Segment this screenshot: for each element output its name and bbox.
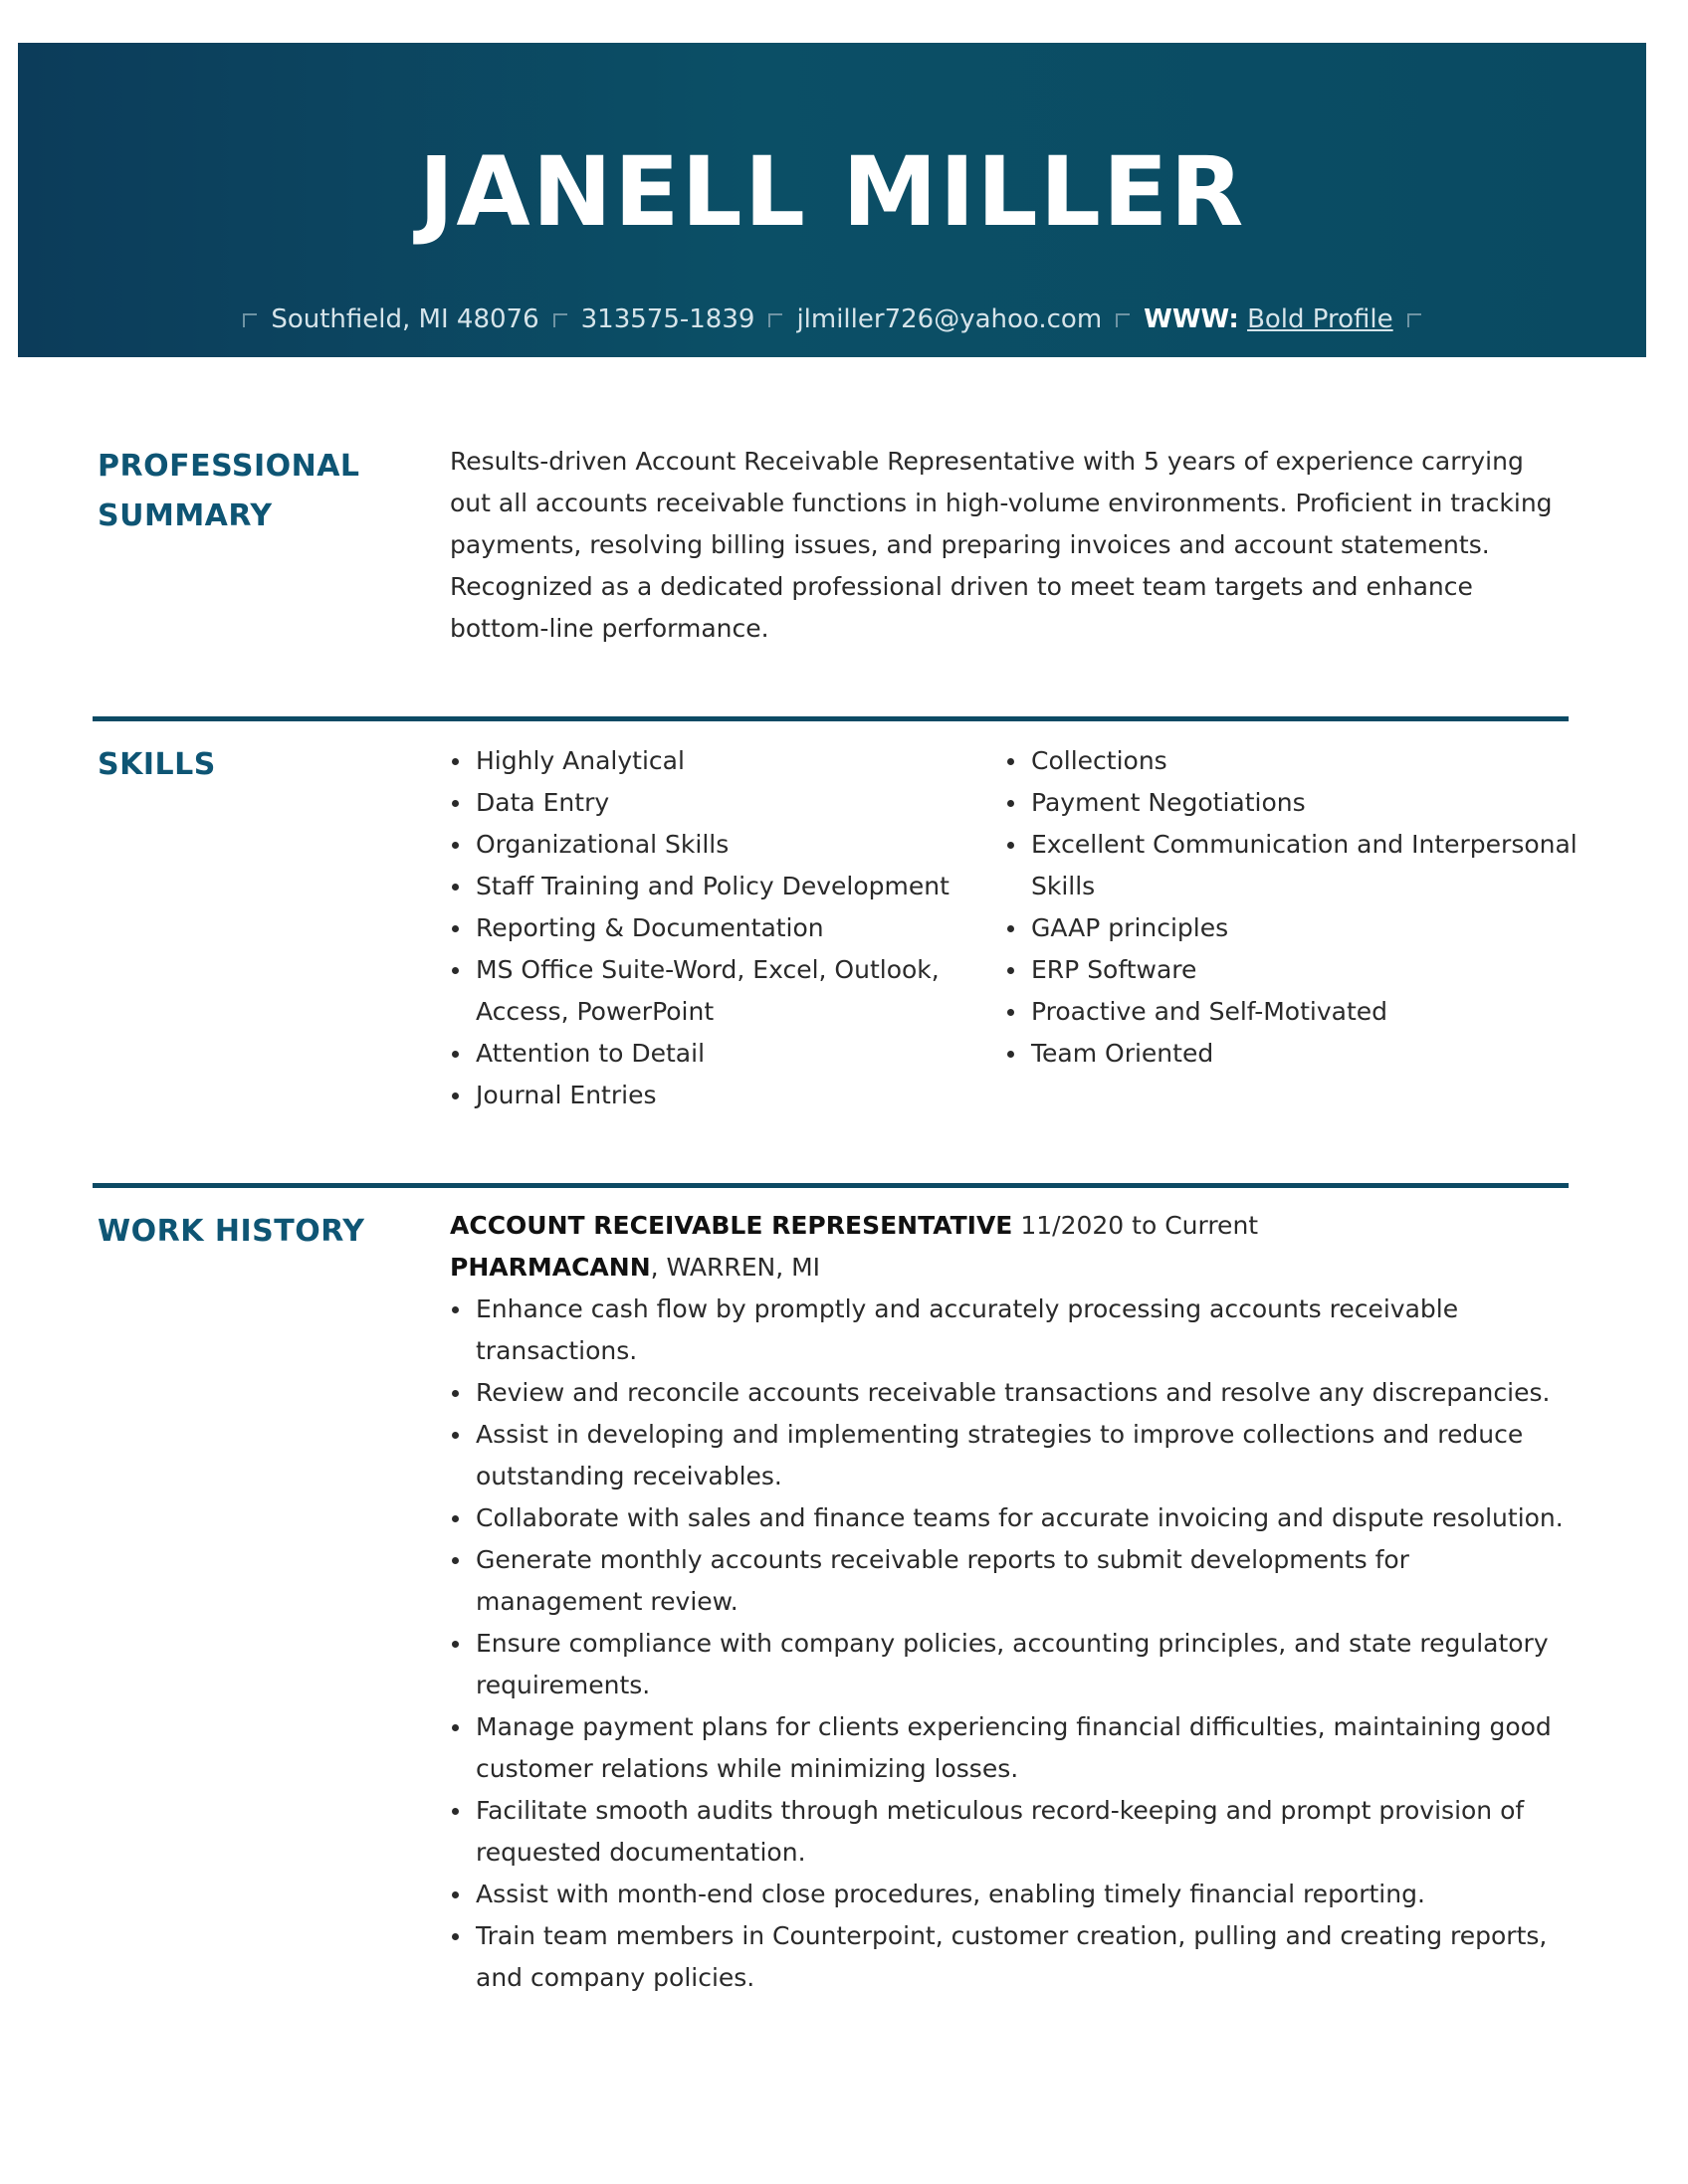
employer-location: WARREN, MI [666,1253,821,1282]
job-responsibilities [450,1289,1575,1999]
responsibility-list [450,1289,1575,1999]
employer-name: PHARMACANN [450,1253,651,1282]
employer-line [450,1247,1555,1289]
employer-separator: , [650,1253,667,1282]
responsibility-item: Train team members in Counterpoint, customer creation, pulling and creating reports, and company policies. [450,1915,1575,1999]
summary-heading-line1: PROFESSIONAL [98,449,360,484]
summary-heading [98,442,426,541]
section-divider [93,1183,1569,1188]
responsibility-item: Assist in developing and implementing strategies to improve collections and reduce outstanding receivables. [450,1414,1575,1497]
contact-phone: 313575-1839 [580,304,755,334]
skill-item: Collections [1005,740,1582,782]
responsibility-item: Review and reconcile accounts receivable transactions and resolve any discrepancies. [450,1372,1575,1414]
skill-item: Team Oriented [1005,1033,1582,1075]
skill-item: Journal Entries [450,1075,987,1116]
work-history-heading: WORK HISTORY [98,1214,365,1249]
skill-item: Reporting & Documentation [450,907,987,949]
profile-link[interactable]: Bold Profile [1247,304,1393,334]
responsibility-item: Assist with month-end close procedures, enabling timely financial reporting. [450,1874,1575,1915]
job-dates: 11/2020 to Current [1020,1211,1259,1240]
www-label: WWW: [1144,304,1239,334]
responsibility-item: Manage payment plans for clients experiencing financial difficulties, maintaining good customer relations while minimizing losses. [450,1706,1575,1790]
candidate-name: JANELL MILLER [418,136,1246,248]
skill-item: Payment Negotiations [1005,782,1582,824]
skill-item: Highly Analytical [450,740,987,782]
responsibility-item: Facilitate smooth audits through meticulous record-keeping and prompt provision of requested documentation. [450,1790,1575,1874]
corner-bracket-icon [243,313,257,327]
skill-item: MS Office Suite-Word, Excel, Outlook, Access, PowerPoint [450,949,987,1033]
summary-text: Results-driven Account Receivable Representative with 5 years of experience carrying out all accounts receivable functions in high-volume environments. Proficient in tracking payments, resolving billing issues, and preparing invoices and account statements. Recognized as a dedicated professional driven to meet team targets and enhance bottom-line performance. [450,447,1553,643]
corner-bracket-icon [768,313,782,327]
skill-item: ERP Software [1005,949,1582,991]
responsibility-item: Collaborate with sales and finance teams for accurate invoicing and dispute resolution. [450,1497,1575,1539]
corner-bracket-icon [1116,313,1130,327]
skills-heading: SKILLS [98,747,216,782]
skills-list-2 [1005,740,1582,1075]
skills-column-2 [1005,740,1582,1075]
summary-heading-line2: SUMMARY [98,498,273,533]
responsibility-item: Generate monthly accounts receivable reports to submit developments for management review. [450,1539,1575,1623]
corner-bracket-icon [1407,313,1421,327]
skill-item: Data Entry [450,782,987,824]
job-title: ACCOUNT RECEIVABLE REPRESENTATIVE [450,1211,1013,1240]
responsibility-item: Enhance cash flow by promptly and accurately processing accounts receivable transactions. [450,1289,1575,1372]
section-divider [93,716,1569,721]
skill-item: Organizational Skills [450,824,987,866]
contact-location: Southfield, MI 48076 [271,304,539,334]
corner-bracket-icon [553,313,567,327]
contact-line [0,304,1664,335]
responsibility-item: Ensure compliance with company policies, accounting principles, and state regulatory requirements. [450,1623,1575,1706]
job-title-line [450,1205,1555,1247]
skill-item: GAAP principles [1005,907,1582,949]
skill-item: Staff Training and Policy Development [450,866,987,907]
skill-item: Excellent Communication and Interpersonal Skills [1005,824,1582,907]
skills-column-1 [450,740,987,1116]
skill-item: Attention to Detail [450,1033,987,1075]
skills-list-1 [450,740,987,1116]
skill-item: Proactive and Self-Motivated [1005,991,1582,1033]
contact-email: jlmiller726@yahoo.com [796,304,1103,334]
